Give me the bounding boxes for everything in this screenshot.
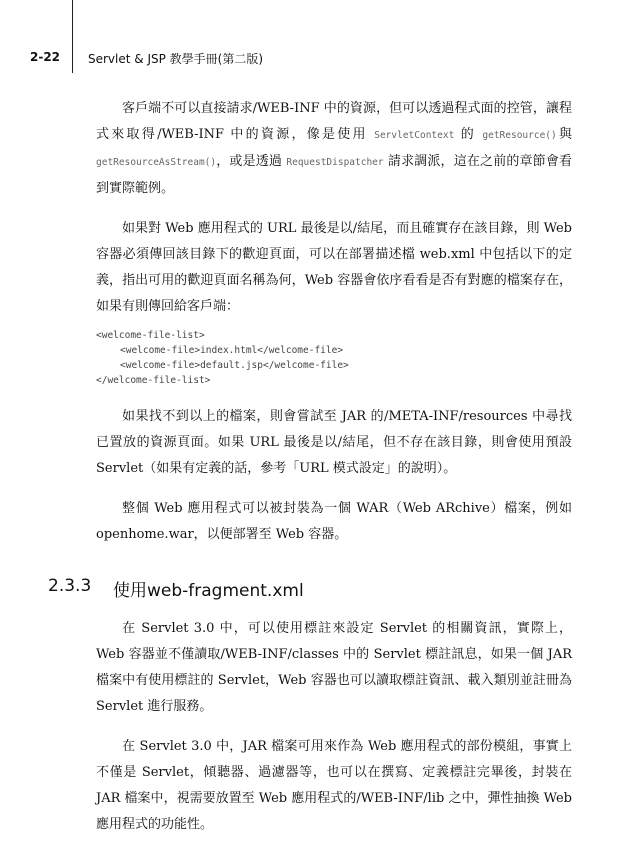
inline-code: getResourceAsStream() xyxy=(96,157,217,168)
page-content xyxy=(48,96,573,852)
page-header xyxy=(0,0,638,76)
code-line: </welcome-file-list> xyxy=(96,375,211,386)
book-title: Servlet & JSP 教學手冊(第二版) xyxy=(88,52,264,66)
section-heading xyxy=(48,576,572,602)
code-line: <welcome-file>index.html</welcome-file> xyxy=(120,345,344,356)
text: 的 xyxy=(454,127,483,142)
text: 請求調派，這在之前的章節會看到實際範例。 xyxy=(96,154,572,196)
paragraph-web-inf-access xyxy=(96,96,572,202)
text: 客戶端不可以直接請求/WEB-INF 中的資源，但可以透過程式面的控管，讓程式來取得/WEB-INF 中的資源，像是使用 xyxy=(96,101,572,142)
inline-code: RequestDispatcher xyxy=(286,157,384,168)
code-block-welcome-file-list xyxy=(96,328,572,388)
paragraph-jar-modules: 在 Servlet 3.0 中，JAR 檔案可用來作為 Web 應用程式的部份模組，事實上不僅是 Servlet，傾聽器、過濾器等，也可以在撰寫、定義標註完畢後，封裝在 JAR 檔案中，視需要放置至 Web 應用程式的/WEB-INF/lib 之中，彈性抽換 Web 應用程式的功能性。 xyxy=(96,739,572,832)
paragraph-meta-inf-resources: 如果找不到以上的檔案，則會嘗試至 JAR 的/META-INF/resources 中尋找已置放的資源頁面。如果 URL 最後是以/結尾，但不存在該目錄，則會使用預設 Servlet（如果有定義的話，參考「URL 模式設定」的說明）。 xyxy=(96,409,572,476)
text: ，或是透過 xyxy=(216,154,287,169)
header-divider xyxy=(72,0,73,73)
inline-code: ServletContext xyxy=(374,130,455,141)
inline-code: getResource() xyxy=(482,130,557,141)
paragraph-war-file: 整個 Web 應用程式可以被封裝為一個 WAR（Web ARchive）檔案，例如 openhome.war，以便部署至 Web 容器。 xyxy=(96,501,572,542)
section-title: 使用web-fragment.xml xyxy=(113,581,304,601)
code-line: <welcome-file-list> xyxy=(96,330,205,341)
text: 與 xyxy=(556,127,573,142)
code-line: <welcome-file>default.jsp</welcome-file> xyxy=(120,360,349,371)
section-number: 2.3.3 xyxy=(48,576,92,596)
paragraph-welcome-file: 如果對 Web 應用程式的 URL 最後是以/結尾，而且確實存在該目錄，則 Web 容器必須傳回該目錄下的歡迎頁面，可以在部署描述檔 web.xml 中包括以下的定義，指出可用的歡迎頁面名稱為何，Web 容器會依序看看是否有對應的檔案存在，如果有則傳回給客戶端： xyxy=(96,221,572,314)
paragraph-annotations: 在 Servlet 3.0 中，可以使用標註來設定 Servlet 的相關資訊，實際上，Web 容器並不僅讀取/WEB-INF/classes 中的 Servlet 標註訊息，如果一個 JAR 檔案中有使用標註的 Servlet，Web 容器也可以讀取標註資訊、載入類別並註冊為 Servlet 進行服務。 xyxy=(96,621,572,714)
page-number: 2-22 xyxy=(30,50,61,64)
